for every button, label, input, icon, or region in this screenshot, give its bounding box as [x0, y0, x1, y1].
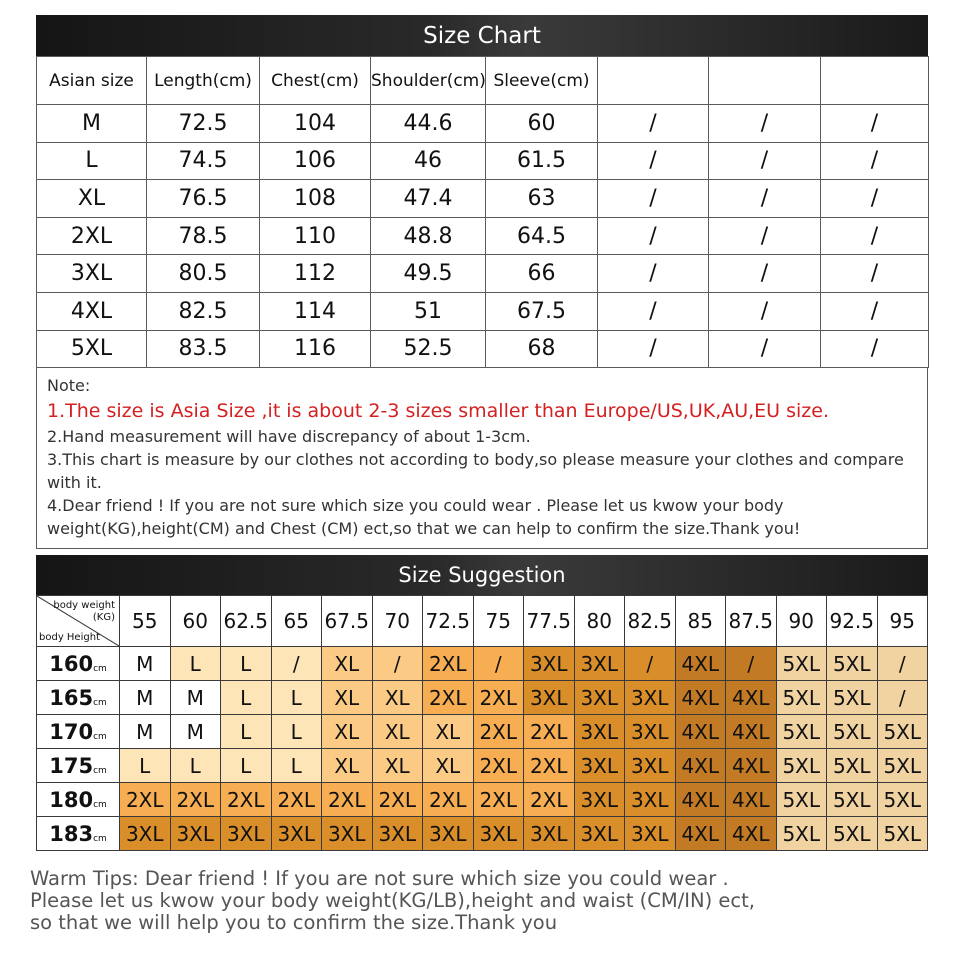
- note-asia-size: 1.The size is Asia Size ,it is about 2-3 sizes smaller than Europe/US,UK,AU,EU size.: [47, 400, 830, 423]
- size-value-cell: 83.5: [147, 330, 260, 368]
- size-suggestion-cell: L: [170, 749, 221, 783]
- size-value-cell: /: [709, 292, 821, 330]
- note-measure-clothes: 3.This chart is measure by our clothes not according to body,so please measure your clothes and compare with it.: [47, 450, 904, 493]
- size-value-cell: /: [821, 142, 929, 180]
- size-suggestion-cell: 3XL: [372, 817, 423, 851]
- weight-header-cell: 67.5: [322, 596, 373, 647]
- size-suggestion-cell: 3XL: [574, 817, 625, 851]
- suggestion-header-row: [37, 596, 928, 647]
- size-suggestion-cell: 4XL: [726, 817, 777, 851]
- size-value-cell: /: [709, 255, 821, 293]
- size-value-cell: 49.5: [371, 255, 486, 293]
- size-suggestion-cell: 5XL: [877, 749, 928, 783]
- size-suggestion-cell: XL: [322, 715, 373, 749]
- size-chart-sheet: [36, 15, 928, 851]
- size-suggestion-cell: 3XL: [524, 681, 575, 715]
- size-suggestion-cell: /: [726, 647, 777, 681]
- size-suggestion-cell: L: [120, 749, 171, 783]
- size-suggestion-cell: L: [271, 681, 322, 715]
- height-value: 165: [49, 685, 94, 710]
- height-unit: cm: [93, 663, 107, 674]
- size-label-cell: 5XL: [37, 330, 147, 368]
- weight-header-cell: 55: [120, 596, 171, 647]
- size-label-cell: M: [37, 105, 147, 143]
- notes-label: Note:: [47, 376, 91, 396]
- size-value-cell: /: [821, 180, 929, 218]
- size-suggestion-cell: M: [120, 681, 171, 715]
- size-suggestion-cell: 3XL: [625, 783, 676, 817]
- size-suggestion-cell: XL: [322, 749, 373, 783]
- size-suggestion-title: Size Suggestion: [36, 555, 928, 595]
- size-suggestion-cell: L: [221, 681, 272, 715]
- size-suggestion-cell: 2XL: [271, 783, 322, 817]
- size-suggestion-cell: 5XL: [877, 715, 928, 749]
- size-value-cell: 106: [260, 142, 371, 180]
- size-chart-header-cell: Chest(cm): [260, 57, 371, 105]
- size-value-cell: 108: [260, 180, 371, 218]
- size-value-cell: /: [598, 330, 709, 368]
- size-suggestion-cell: XL: [372, 715, 423, 749]
- size-value-cell: 104: [260, 105, 371, 143]
- size-suggestion-cell: L: [221, 647, 272, 681]
- size-suggestion-cell: 4XL: [675, 715, 726, 749]
- size-suggestion-cell: 3XL: [574, 783, 625, 817]
- size-suggestion-cell: 3XL: [271, 817, 322, 851]
- size-suggestion-cell: 2XL: [423, 647, 474, 681]
- size-value-cell: /: [709, 180, 821, 218]
- size-chart-header-cell: [709, 57, 821, 105]
- size-suggestion-cell: 3XL: [625, 749, 676, 783]
- note-measurement: 2.Hand measurement will have discrepancy of about 1-3cm.: [47, 427, 531, 447]
- size-suggestion-cell: M: [120, 647, 171, 681]
- height-header-cell: [37, 647, 120, 681]
- size-suggestion-cell: M: [120, 715, 171, 749]
- size-chart-header-cell: Asian size: [37, 57, 147, 105]
- corner-height-label: body Height: [39, 632, 100, 644]
- weight-header-cell: 65: [271, 596, 322, 647]
- size-suggestion-cell: 3XL: [625, 817, 676, 851]
- size-suggestion-cell: 2XL: [423, 681, 474, 715]
- size-suggestion-cell: 4XL: [726, 749, 777, 783]
- size-label-cell: L: [37, 142, 147, 180]
- size-value-cell: 76.5: [147, 180, 260, 218]
- size-value-cell: /: [598, 217, 709, 255]
- weight-header-cell: 90: [776, 596, 827, 647]
- size-suggestion-cell: 3XL: [423, 817, 474, 851]
- tips-line-3: so that we will help you to confirm the size.Thank you: [30, 911, 558, 934]
- size-suggestion-cell: 2XL: [473, 783, 524, 817]
- size-suggestion-cell: 3XL: [625, 715, 676, 749]
- size-suggestion-cell: 4XL: [675, 647, 726, 681]
- size-value-cell: 51: [371, 292, 486, 330]
- size-value-cell: /: [709, 105, 821, 143]
- size-suggestion-cell: 5XL: [877, 817, 928, 851]
- size-suggestion-cell: 2XL: [473, 749, 524, 783]
- size-suggestion-cell: XL: [322, 647, 373, 681]
- size-value-cell: /: [821, 330, 929, 368]
- weight-header-cell: 95: [877, 596, 928, 647]
- size-suggestion-cell: 5XL: [776, 647, 827, 681]
- weight-header-cell: 85: [675, 596, 726, 647]
- note-contact: 4.Dear friend ! If you are not sure which size you could wear . Please let us kwow your body weight(KG),height(CM) and Chest (CM) ect,so that we can help to confirm the size.Thank you!: [47, 496, 801, 539]
- weight-header-cell: 60: [170, 596, 221, 647]
- size-suggestion-cell: 5XL: [776, 681, 827, 715]
- size-suggestion-cell: L: [221, 749, 272, 783]
- height-value: 175: [49, 753, 94, 778]
- size-chart-row: [37, 142, 929, 180]
- size-suggestion-cell: 3XL: [221, 817, 272, 851]
- size-value-cell: 64.5: [486, 217, 598, 255]
- size-chart-header-row: [37, 57, 929, 105]
- size-suggestion-cell: 3XL: [170, 817, 221, 851]
- size-value-cell: /: [709, 217, 821, 255]
- size-suggestion-cell: 5XL: [827, 647, 878, 681]
- weight-header-cell: 80: [574, 596, 625, 647]
- weight-header-cell: 92.5: [827, 596, 878, 647]
- weight-header-cell: 82.5: [625, 596, 676, 647]
- suggestion-row: [37, 783, 928, 817]
- tips-line-1: Warm Tips: Dear friend ! If you are not sure which size you could wear .: [30, 867, 729, 890]
- weight-header-cell: 77.5: [524, 596, 575, 647]
- size-suggestion-cell: 5XL: [776, 783, 827, 817]
- size-value-cell: 63: [486, 180, 598, 218]
- size-suggestion-cell: 4XL: [675, 783, 726, 817]
- size-suggestion-cell: /: [473, 647, 524, 681]
- size-suggestion-cell: L: [271, 749, 322, 783]
- size-suggestion-cell: /: [625, 647, 676, 681]
- height-value: 183: [49, 821, 94, 846]
- size-label-cell: XL: [37, 180, 147, 218]
- size-suggestion-cell: 5XL: [776, 715, 827, 749]
- height-header-cell: [37, 817, 120, 851]
- size-suggestion-cell: 3XL: [473, 817, 524, 851]
- size-suggestion-cell: L: [170, 647, 221, 681]
- height-header-cell: [37, 783, 120, 817]
- notes-box: [36, 368, 928, 549]
- height-unit: cm: [93, 833, 107, 844]
- size-suggestion-cell: 4XL: [675, 817, 726, 851]
- size-suggestion-cell: 5XL: [827, 817, 878, 851]
- size-suggestion-cell: 2XL: [322, 783, 373, 817]
- suggestion-row: [37, 817, 928, 851]
- size-suggestion-cell: 2XL: [524, 715, 575, 749]
- size-suggestion-cell: 3XL: [524, 647, 575, 681]
- suggestion-row: [37, 715, 928, 749]
- size-suggestion-cell: /: [877, 647, 928, 681]
- height-header-cell: [37, 715, 120, 749]
- height-header-cell: [37, 749, 120, 783]
- size-value-cell: /: [598, 105, 709, 143]
- size-suggestion-cell: 5XL: [877, 783, 928, 817]
- size-chart-row: [37, 330, 929, 368]
- size-suggestion-cell: 2XL: [473, 715, 524, 749]
- size-chart-row: [37, 255, 929, 293]
- size-suggestion-cell: 5XL: [827, 681, 878, 715]
- size-value-cell: 67.5: [486, 292, 598, 330]
- size-suggestion-cell: M: [170, 715, 221, 749]
- height-value: 160: [49, 651, 94, 676]
- size-chart-header-cell: Sleeve(cm): [486, 57, 598, 105]
- size-suggestion-cell: 4XL: [726, 715, 777, 749]
- size-value-cell: 110: [260, 217, 371, 255]
- weight-header-cell: 87.5: [726, 596, 777, 647]
- size-value-cell: /: [821, 255, 929, 293]
- size-suggestion-cell: 2XL: [221, 783, 272, 817]
- size-value-cell: 66: [486, 255, 598, 293]
- height-unit: cm: [93, 799, 107, 810]
- size-value-cell: 46: [371, 142, 486, 180]
- size-suggestion-cell: 4XL: [726, 681, 777, 715]
- size-suggestion-table: [36, 595, 928, 851]
- size-suggestion-cell: 2XL: [524, 749, 575, 783]
- height-unit: cm: [93, 765, 107, 776]
- size-value-cell: 112: [260, 255, 371, 293]
- size-suggestion-cell: 3XL: [574, 681, 625, 715]
- size-suggestion-cell: 2XL: [423, 783, 474, 817]
- size-suggestion-cell: 4XL: [726, 783, 777, 817]
- size-value-cell: 72.5: [147, 105, 260, 143]
- size-chart-row: [37, 105, 929, 143]
- size-suggestion-cell: 2XL: [120, 783, 171, 817]
- size-label-cell: 2XL: [37, 217, 147, 255]
- size-suggestion-cell: 4XL: [675, 749, 726, 783]
- size-chart-header-cell: [821, 57, 929, 105]
- weight-header-cell: 62.5: [221, 596, 272, 647]
- size-suggestion-cell: 4XL: [675, 681, 726, 715]
- size-suggestion-cell: 2XL: [372, 783, 423, 817]
- size-suggestion-cell: 5XL: [776, 817, 827, 851]
- height-unit: cm: [93, 697, 107, 708]
- size-suggestion-cell: 3XL: [322, 817, 373, 851]
- size-suggestion-cell: 5XL: [827, 749, 878, 783]
- size-chart-header-cell: [598, 57, 709, 105]
- height-value: 180: [49, 787, 94, 812]
- size-suggestion-cell: 3XL: [574, 647, 625, 681]
- size-value-cell: /: [821, 217, 929, 255]
- size-value-cell: /: [709, 330, 821, 368]
- size-value-cell: 74.5: [147, 142, 260, 180]
- size-suggestion-cell: M: [170, 681, 221, 715]
- size-suggestion-cell: /: [372, 647, 423, 681]
- size-value-cell: 47.4: [371, 180, 486, 218]
- size-suggestion-cell: XL: [423, 715, 474, 749]
- size-value-cell: 82.5: [147, 292, 260, 330]
- size-value-cell: /: [821, 105, 929, 143]
- size-suggestion-cell: 3XL: [625, 681, 676, 715]
- size-suggestion-cell: /: [877, 681, 928, 715]
- size-chart-title: Size Chart: [36, 15, 928, 56]
- size-suggestion-cell: L: [271, 715, 322, 749]
- size-suggestion-cell: 2XL: [170, 783, 221, 817]
- size-value-cell: /: [598, 180, 709, 218]
- suggestion-row: [37, 647, 928, 681]
- size-suggestion-cell: /: [271, 647, 322, 681]
- size-suggestion-cell: L: [221, 715, 272, 749]
- size-suggestion-cell: XL: [372, 749, 423, 783]
- size-value-cell: 61.5: [486, 142, 598, 180]
- size-value-cell: /: [598, 255, 709, 293]
- size-value-cell: 44.6: [371, 105, 486, 143]
- size-value-cell: /: [598, 292, 709, 330]
- size-label-cell: 4XL: [37, 292, 147, 330]
- corner-weight-label: [53, 600, 115, 624]
- size-suggestion-cell: 5XL: [776, 749, 827, 783]
- size-chart-row: [37, 180, 929, 218]
- size-suggestion-cell: XL: [372, 681, 423, 715]
- corner-weight-text: body weight: [53, 600, 115, 612]
- height-value: 170: [49, 719, 94, 744]
- size-chart-header-cell: Length(cm): [147, 57, 260, 105]
- weight-height-corner: [37, 596, 120, 647]
- size-value-cell: 78.5: [147, 217, 260, 255]
- size-value-cell: /: [821, 292, 929, 330]
- height-unit: cm: [93, 731, 107, 742]
- size-suggestion-cell: 5XL: [827, 715, 878, 749]
- size-chart-table: [36, 56, 929, 368]
- size-suggestion-cell: 3XL: [524, 817, 575, 851]
- weight-header-cell: 72.5: [423, 596, 474, 647]
- size-suggestion-cell: 2XL: [473, 681, 524, 715]
- size-label-cell: 3XL: [37, 255, 147, 293]
- tips-line-2: Please let us kwow your body weight(KG/LB),height and waist (CM/IN) ect,: [30, 889, 755, 912]
- size-value-cell: 114: [260, 292, 371, 330]
- size-suggestion-cell: 3XL: [120, 817, 171, 851]
- suggestion-row: [37, 749, 928, 783]
- corner-kg-text: (KG): [92, 612, 115, 624]
- size-suggestion-cell: 2XL: [524, 783, 575, 817]
- size-value-cell: 52.5: [371, 330, 486, 368]
- weight-header-cell: 75: [473, 596, 524, 647]
- size-suggestion-cell: XL: [322, 681, 373, 715]
- size-value-cell: 48.8: [371, 217, 486, 255]
- weight-header-cell: 70: [372, 596, 423, 647]
- size-value-cell: 60: [486, 105, 598, 143]
- size-suggestion-cell: 5XL: [827, 783, 878, 817]
- size-chart-row: [37, 217, 929, 255]
- size-suggestion-cell: 3XL: [574, 715, 625, 749]
- size-value-cell: 68: [486, 330, 598, 368]
- size-suggestion-cell: 3XL: [574, 749, 625, 783]
- height-header-cell: [37, 681, 120, 715]
- suggestion-row: [37, 681, 928, 715]
- size-chart-header-cell: Shoulder(cm): [371, 57, 486, 105]
- size-suggestion-cell: XL: [423, 749, 474, 783]
- size-value-cell: 116: [260, 330, 371, 368]
- size-value-cell: 80.5: [147, 255, 260, 293]
- size-chart-row: [37, 292, 929, 330]
- size-value-cell: /: [598, 142, 709, 180]
- warm-tips: [30, 868, 940, 934]
- size-value-cell: /: [709, 142, 821, 180]
